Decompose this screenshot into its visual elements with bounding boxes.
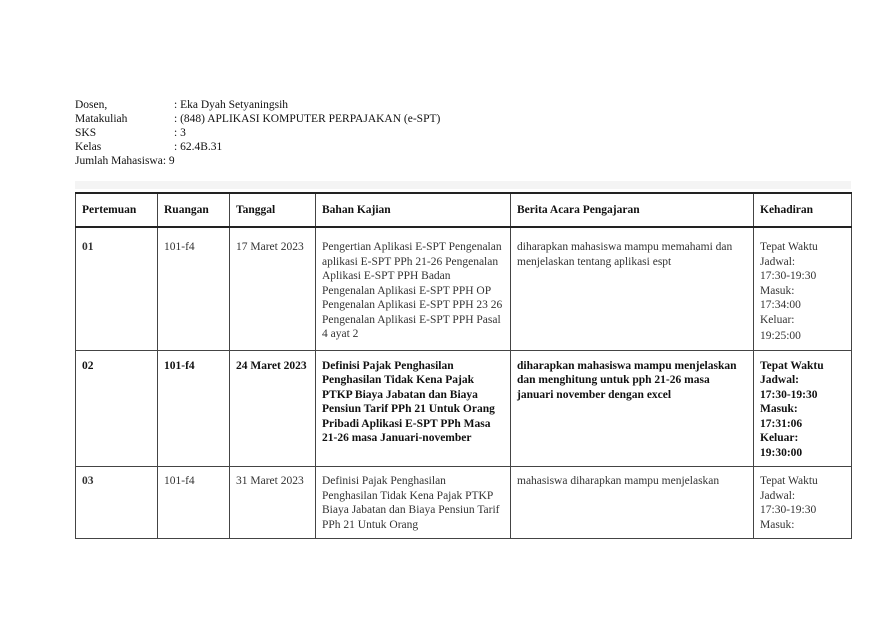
header-berita-acara: Berita Acara Pengajaran — [511, 193, 754, 227]
sks-label: SKS — [75, 127, 97, 139]
kehadiran-masuk: 17:34:00 — [760, 299, 801, 311]
cell-tanggal: 17 Maret 2023 — [230, 227, 316, 350]
info-kelas — [75, 140, 440, 154]
cell-kehadiran — [754, 350, 852, 467]
header-kehadiran: Kehadiran — [754, 193, 852, 227]
table-header-row — [76, 193, 852, 227]
cell-kehadiran — [754, 227, 852, 350]
kehadiran-status: Tepat Waktu — [760, 359, 824, 372]
cell-bahan-kajian: Definisi Pajak Penghasilan Penghasilan Tidak Kena Pajak PTKP Biaya Jabatan dan Biaya Pensiun Tarif PPh 21 Untuk Orang — [316, 467, 511, 539]
matakuliah-label: Matakuliah — [75, 113, 128, 125]
jumlah-label: Jumlah Mahasiswa — [75, 155, 163, 167]
cell-pertemuan: 03 — [76, 467, 158, 539]
header-tanggal: Tanggal — [230, 193, 316, 227]
info-jumlah-mahasiswa — [75, 154, 440, 168]
divider-band — [75, 181, 851, 189]
kehadiran-jadwal-label: Jadwal: — [760, 489, 796, 502]
kehadiran-keluar-label: Keluar: — [760, 313, 795, 326]
cell-ruangan: 101-f4 — [158, 227, 230, 350]
cell-berita-acara: diharapkan mahasiswa mampu memahami dan menjelaskan tentang aplikasi espt — [511, 227, 754, 350]
jumlah-value: : 9 — [162, 155, 175, 167]
kehadiran-jadwal: 17:30-19:30 — [760, 270, 817, 282]
kelas-label: Kelas — [75, 141, 102, 153]
cell-bahan-kajian: Definisi Pajak Penghasilan Penghasilan Tidak Kena Pajak PTKP Biaya Jabatan dan Biaya Pensiun Tarif PPh 21 Untuk Orang Pribadi Aplikasi E-SPT PPh Masa 21-26 masa Januari-november — [316, 350, 511, 467]
kehadiran-status: Tepat Waktu — [760, 475, 818, 487]
dosen-value: : Eka Dyah Setyaningsih — [174, 99, 289, 111]
teaching-report-table — [75, 192, 852, 539]
kehadiran-masuk-label: Masuk: — [760, 284, 795, 297]
cell-bahan-kajian: Pengertian Aplikasi E-SPT Pengenalan aplikasi E-SPT PPh 21-26 Pengenalan Aplikasi E-SPT PPH Badan Pengenalan Aplikasi E-SPT PPH OP Pengenalan Aplikasi E-SPT PPH 23 26 Pengenalan Aplikasi E-SPT PPH Pasal 4 ayat 2 — [316, 227, 511, 350]
info-dosen — [75, 98, 440, 112]
kehadiran-jadwal: 17:30-19:30 — [760, 388, 818, 401]
cell-kehadiran — [754, 467, 852, 539]
header-pertemuan: Pertemuan — [76, 193, 158, 227]
header-ruangan: Ruangan — [158, 193, 230, 227]
matakuliah-value: : (848) APLIKASI KOMPUTER PERPAJAKAN (e-SPT) — [174, 113, 441, 125]
kehadiran-jadwal: 17:30-19:30 — [760, 504, 817, 516]
dosen-label: Dosen, — [75, 99, 108, 111]
kelas-value: : 62.4B.31 — [174, 141, 223, 153]
table-row — [76, 467, 852, 539]
table-row — [76, 350, 852, 467]
info-sks — [75, 126, 440, 140]
table-row — [76, 227, 852, 350]
kehadiran-keluar-label: Keluar: — [760, 432, 799, 444]
cell-ruangan: 101-f4 — [158, 350, 230, 467]
kehadiran-keluar: 19:30:00 — [760, 446, 803, 459]
cell-berita-acara: mahasiswa diharapkan mampu menjelaskan — [511, 467, 754, 539]
cell-tanggal: 24 Maret 2023 — [230, 350, 316, 467]
cell-ruangan: 101-f4 — [158, 467, 230, 539]
cell-pertemuan: 02 — [76, 350, 158, 467]
kehadiran-masuk: 17:31:06 — [760, 417, 803, 430]
kehadiran-jadwal-label: Jadwal: — [760, 255, 796, 268]
sks-value: : 3 — [174, 127, 186, 139]
kehadiran-masuk-label: Masuk: — [760, 403, 798, 415]
kehadiran-jadwal-label: Jadwal: — [760, 374, 799, 386]
info-matakuliah — [75, 112, 440, 126]
cell-pertemuan: 01 — [76, 227, 158, 350]
kehadiran-masuk-label: Masuk: — [760, 518, 795, 531]
course-info — [75, 98, 440, 168]
cell-berita-acara: diharapkan mahasiswa mampu menjelaskan dan menghitung untuk pph 21-26 masa januari november dengan excel — [511, 350, 754, 467]
kehadiran-keluar: 19:25:00 — [760, 330, 801, 342]
cell-tanggal: 31 Maret 2023 — [230, 467, 316, 539]
kehadiran-status: Tepat Waktu — [760, 241, 818, 253]
header-bahan-kajian: Bahan Kajian — [316, 193, 511, 227]
